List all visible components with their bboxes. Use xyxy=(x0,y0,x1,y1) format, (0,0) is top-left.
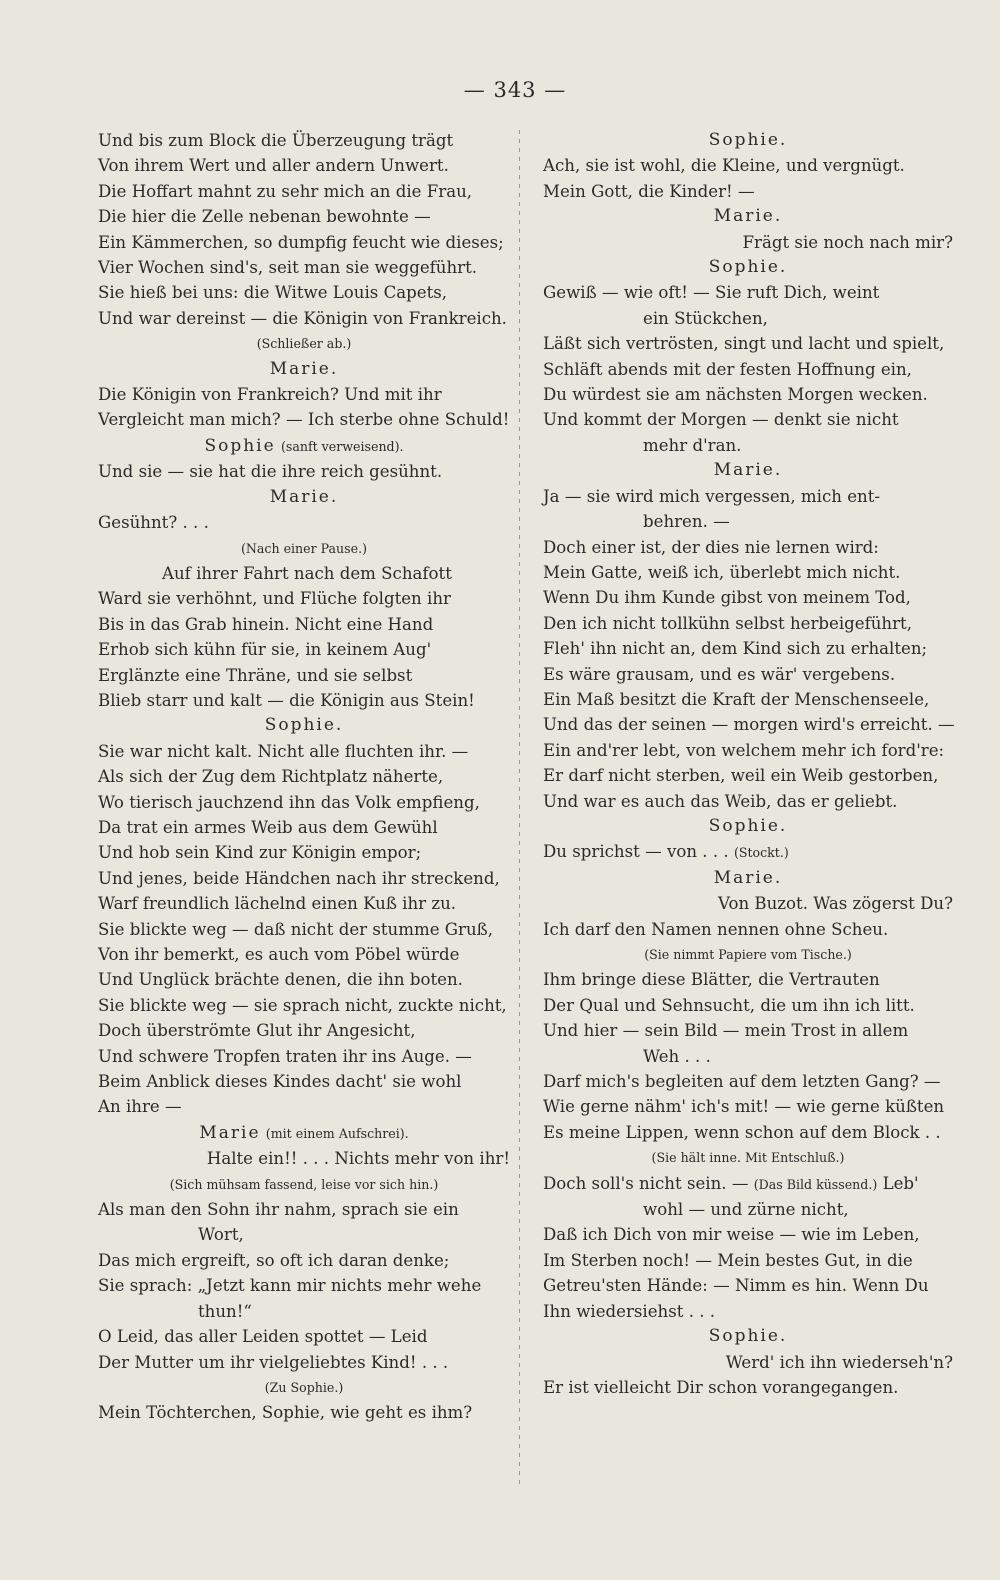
verse-continuation: Wort, xyxy=(198,1225,244,1245)
speaker-heading xyxy=(98,433,510,459)
verse-line: Ja — sie wird mich vergessen, mich ent- xyxy=(543,486,880,506)
verse-line: Im Sterben noch! — Mein bestes Gut, in die xyxy=(543,1250,913,1270)
verse-line: Daß ich Dich von mir weise — wie im Leben, xyxy=(543,1225,920,1245)
verse-text: Leb' xyxy=(882,1173,919,1193)
speaker-name: Sophie xyxy=(204,435,276,456)
stage-direction: (Schließer ab.) xyxy=(256,336,352,352)
verse-line: Fleh' ihn nicht an, dem Kind sich zu erhalten; xyxy=(543,639,928,659)
verse-line: Den ich nicht tollkühn selbst herbeigeführt, xyxy=(543,613,912,633)
verse-line: Und war es auch das Weib, das er geliebt. xyxy=(543,791,898,811)
verse-line: O Leid, das aller Leiden spottet — Leid xyxy=(98,1327,428,1347)
verse-line: Die Königin von Frankreich? Und mit ihr xyxy=(98,385,442,405)
verse-line: Doch überströmte Glut ihr Angesicht, xyxy=(98,1021,416,1041)
left-column xyxy=(98,128,510,1426)
verse-line: Und schwere Tropfen traten ihr ins Auge. — xyxy=(98,1046,472,1066)
verse-line: Von ihr bemerkt, es auch vom Pöbel würde xyxy=(98,945,460,964)
verse-line: Warf freundlich lächelnd einen Kuß ihr zu. xyxy=(98,894,457,914)
verse-line: Und Unglück brächte denen, die ihn boten. xyxy=(98,970,463,990)
verse-line: Du würdest sie am nächsten Morgen wecken. xyxy=(543,385,928,405)
verse-continuation: mehr d'ran. xyxy=(643,435,742,455)
verse-continuation: behren. — xyxy=(643,512,730,532)
verse-line: Ihn wiedersiehst . . . xyxy=(543,1301,716,1321)
verse-line: Ihm bringe diese Blätter, die Vertrauten xyxy=(543,970,880,990)
verse-line: Und war dereinst — die Königin von Frankreich. xyxy=(98,308,507,328)
verse-line: An ihre — xyxy=(98,1097,182,1117)
speaker-name: Marie. xyxy=(713,460,783,481)
verse-line: Und jenes, beide Händchen nach ihr streckend, xyxy=(98,868,500,888)
verse-line: Und hier — sein Bild — mein Trost in allem xyxy=(543,1021,909,1041)
verse-line: Er ist vielleicht Dir schon vorangegangen. xyxy=(543,1377,899,1397)
verse-line: Ach, sie ist wohl, die Kleine, und vergnügt. xyxy=(543,156,905,176)
stage-direction: (Das Bild küssend.) xyxy=(753,1176,878,1192)
speaker-name: Sophie. xyxy=(264,715,344,736)
stage-direction: (Sie hält inne. Mit Entschluß.) xyxy=(651,1150,845,1166)
verse-line: Ich darf den Namen nennen ohne Scheu. xyxy=(543,919,889,939)
verse-text: Doch soll's nicht sein. — xyxy=(543,1173,749,1193)
verse-line: Vergleicht man mich? — Ich sterbe ohne Schuld! xyxy=(98,410,510,430)
verse-line: Ein and'rer lebt, von welchem mehr ich ford're: xyxy=(543,740,945,760)
verse-line: Mein Gott, die Kinder! — xyxy=(543,181,755,201)
stage-direction: (sanft verweisend). xyxy=(280,438,404,454)
verse-line: Erglänzte eine Thräne, und sie selbst xyxy=(98,665,413,685)
verse-line: Als sich der Zug dem Richtplatz näherte, xyxy=(98,767,444,787)
verse-line: Das mich ergreift, so oft ich daran denke; xyxy=(98,1250,450,1270)
verse-line: Die hier die Zelle nebenan bewohnte — xyxy=(98,207,431,227)
verse-line: Bis in das Grab hinein. Nicht eine Hand xyxy=(98,614,434,634)
verse-line: Es meine Lippen, wenn schon auf dem Block . . xyxy=(543,1122,941,1142)
page-number: — 343 — xyxy=(463,78,567,102)
verse-line: Wenn Du ihm Kunde gibst von meinem Tod, xyxy=(543,588,911,608)
verse-line: Werd' ich ihn wiederseh'n? xyxy=(725,1352,953,1372)
verse-line: Läßt sich vertrösten, singt und lacht und spielt, xyxy=(543,334,945,354)
speaker-name: Sophie. xyxy=(708,1326,788,1347)
verse-line: Und das der seinen — morgen wird's erreicht. — xyxy=(543,715,955,735)
verse-line: Gesühnt? . . . xyxy=(98,513,209,533)
stage-direction: (Sich mühsam fassend, leise vor sich hin.) xyxy=(169,1176,439,1192)
verse-line: Ward sie verhöhnt, und Flüche folgten ihr xyxy=(98,589,451,609)
verse-continuation: wohl — und zürne nicht, xyxy=(643,1200,849,1220)
speaker-heading xyxy=(98,1120,510,1146)
verse-continuation: ein Stückchen, xyxy=(643,308,768,328)
verse-line: Darf mich's begleiten auf dem letzten Gang? — xyxy=(543,1072,941,1092)
speaker-name: Marie. xyxy=(713,206,783,227)
verse-line: Wie gerne nähm' ich's mit! — wie gerne küßten xyxy=(543,1097,945,1117)
verse-line: Frägt sie noch nach mir? xyxy=(742,232,953,252)
verse-line: Auf ihrer Fahrt nach dem Schafott xyxy=(162,563,452,583)
verse-line: Von Buzot. Was zögerst Du? xyxy=(718,894,953,914)
verse-line: Erhob sich kühn für sie, in keinem Aug' xyxy=(98,640,432,660)
verse-line: Er darf nicht sterben, weil ein Weib gestorben, xyxy=(543,766,939,786)
verse-line: Mein Gatte, weiß ich, überlebt mich nicht. xyxy=(543,562,901,582)
column-divider xyxy=(516,130,522,1485)
verse-line: Vier Wochen sind's, seit man sie weggeführt. xyxy=(98,258,478,278)
verse-line: Von ihrem Wert und aller andern Unwert. xyxy=(98,156,449,176)
verse-line: Und hob sein Kind zur Königin empor; xyxy=(98,843,422,863)
verse-continuation: Weh . . . xyxy=(643,1046,711,1066)
verse-line: Der Mutter um ihr vielgeliebtes Kind! . . . xyxy=(98,1352,449,1372)
verse-line: Da trat ein armes Weib aus dem Gewühl xyxy=(98,817,438,837)
speaker-name: Sophie. xyxy=(708,815,788,836)
verse-line: Es wäre grausam, und es wär' vergebens. xyxy=(543,664,896,684)
stage-direction: (Sie nimmt Papiere vom Tische.) xyxy=(644,947,852,962)
speaker-name: Marie xyxy=(199,1122,261,1143)
stage-direction: (Stockt.) xyxy=(733,845,789,861)
verse-line: Als man den Sohn ihr nahm, sprach sie ein xyxy=(98,1200,459,1220)
verse-text: Du sprichst — von . . . xyxy=(543,842,729,862)
verse-line: Sie war nicht kalt. Nicht alle fluchten ihr. — xyxy=(98,741,469,761)
verse-line: Ein Kämmerchen, so dumpfig feucht wie dieses; xyxy=(98,232,504,252)
speaker-name: Sophie. xyxy=(708,130,788,150)
verse-line: Und sie — sie hat die ihre reich gesühnt. xyxy=(98,462,443,482)
verse-continuation: thun!“ xyxy=(198,1301,252,1321)
speaker-name: Sophie. xyxy=(708,257,788,278)
verse-line: Mein Töchterchen, Sophie, wie geht es ihm? xyxy=(98,1403,473,1423)
verse-line: Schläft abends mit der festen Hoffnung ein, xyxy=(543,359,912,379)
verse-line: Gewiß — wie oft! — Sie ruft Dich, weint xyxy=(543,283,880,303)
verse-line: Und bis zum Block die Überzeugung trägt xyxy=(98,131,454,150)
verse-line: Ein Maß besitzt die Kraft der Menschenseele, xyxy=(543,689,930,709)
verse-line: Sie blickte weg — daß nicht der stumme Gruß, xyxy=(98,919,494,939)
verse-line xyxy=(543,1171,953,1197)
verse-line: Wo tierisch jauchzend ihn das Volk empfieng, xyxy=(98,792,480,812)
verse-line: Beim Anblick dieses Kindes dacht' sie wohl xyxy=(98,1072,462,1092)
speaker-name: Marie. xyxy=(713,867,783,888)
verse-line: Sie blickte weg — sie sprach nicht, zuckte nicht, xyxy=(98,995,507,1015)
right-column xyxy=(543,128,953,1400)
verse-line: Blieb starr und kalt — die Königin aus Stein! xyxy=(98,690,475,710)
verse-line xyxy=(543,839,953,865)
verse-line: Die Hoffart mahnt zu sehr mich an die Frau, xyxy=(98,181,473,201)
verse-line: Halte ein!! . . . Nichts mehr von ihr! xyxy=(206,1149,510,1169)
speaker-name: Marie. xyxy=(269,358,339,379)
stage-direction: (Nach einer Pause.) xyxy=(240,540,368,556)
verse-line: Und kommt der Morgen — denkt sie nicht xyxy=(543,410,899,430)
stage-direction: (mit einem Aufschrei). xyxy=(265,1125,409,1141)
verse-line: Sie hieß bei uns: die Witwe Louis Capets, xyxy=(98,283,448,303)
verse-line: Doch einer ist, der dies nie lernen wird: xyxy=(543,537,879,557)
speaker-name: Marie. xyxy=(269,486,339,507)
verse-line: Getreu'sten Hände: — Nimm es hin. Wenn Du xyxy=(543,1276,929,1296)
verse-line: Der Qual und Sehnsucht, die um ihn ich litt. xyxy=(543,995,915,1015)
verse-line: Sie sprach: „Jetzt kann mir nichts mehr wehe xyxy=(98,1276,482,1296)
stage-direction: (Zu Sophie.) xyxy=(264,1379,344,1395)
